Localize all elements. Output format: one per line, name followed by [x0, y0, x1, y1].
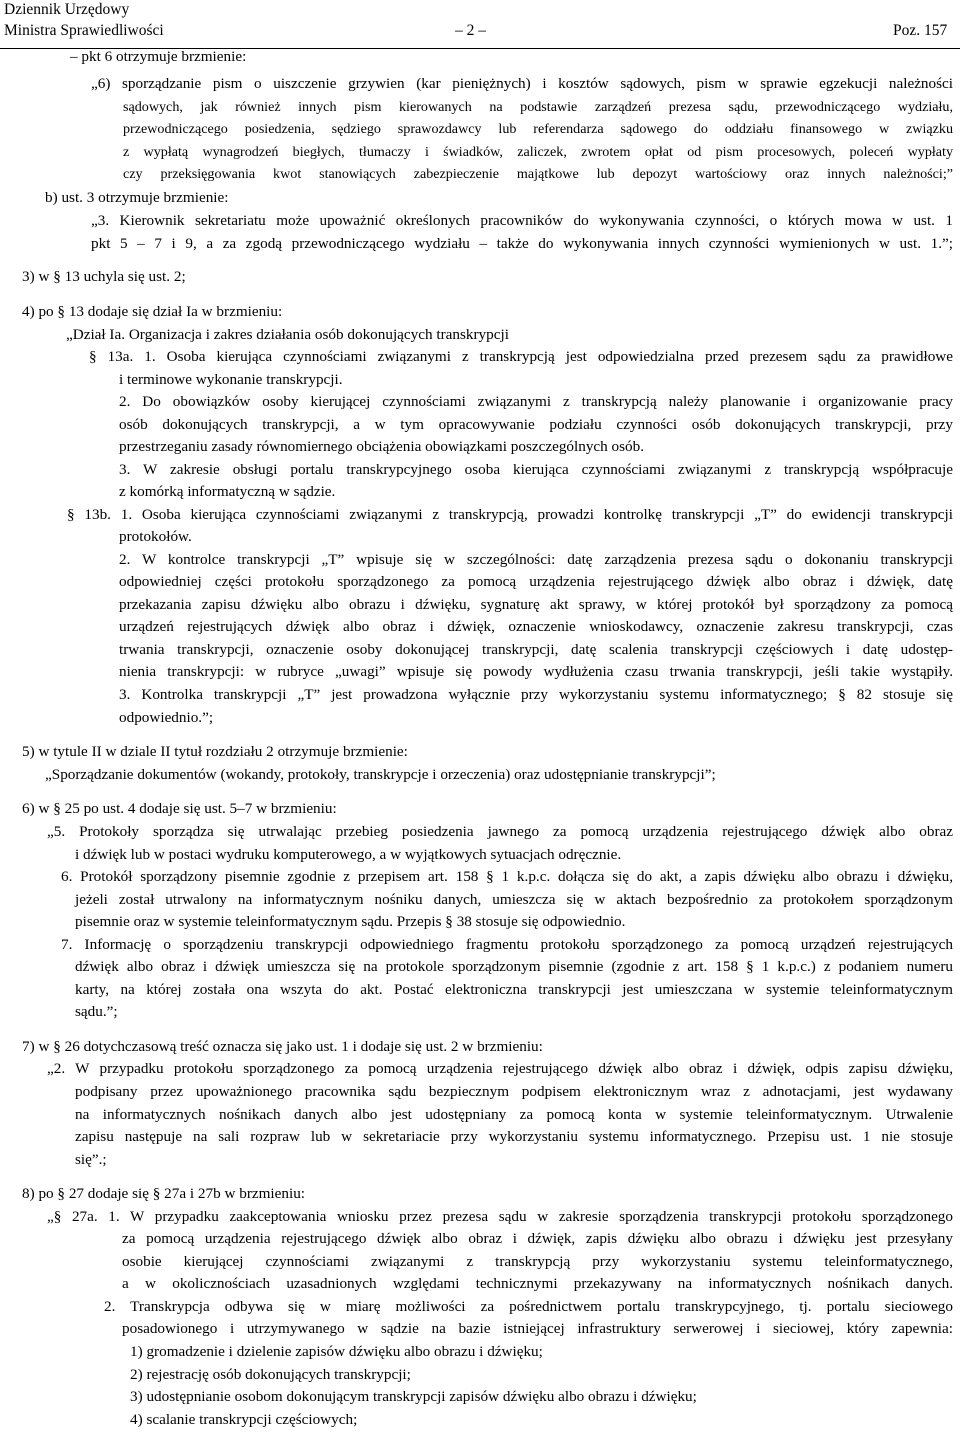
division-ia-heading: „Dział Ia. Organizacja i zakres działania osób dokonujących transkrypcji: [66, 326, 509, 343]
quoted-26-ust-2-line: podpisany przez upoważnionego pracownika sądu bezpiecznym podpisem elektronicznym wraz z adnotacjami, jest wydawany: [75, 1083, 953, 1100]
section-13b-ust-2-line: odpowiedniej części protokołu sporządzonego za pomocą urządzenia rejestrującego dźwięk albo obraz i dźwięk, datę: [119, 573, 953, 590]
section-27a-ust-2: 2. Transkrypcja odbywa się w miarę możliwości za pośrednictwem portalu transkrypcyjnego, tj. portalu sieciowego: [104, 1298, 953, 1315]
quoted-ust-6-line: jeżeli został utrwalony na informatycznym nośniku danych, umieszcza się w aktach bezpośrednio za protokołem sporządzonym: [75, 891, 953, 908]
section-13a-ust-2: 2. Do obowiązków osoby kierującej czynnościami związanymi z transkrypcją należy planowanie i organizowanie pracy: [119, 393, 953, 410]
amendment-item-8: 8) po § 27 dodaje się § 27a i 27b w brzmieniu:: [22, 1185, 306, 1202]
section-13a-ust-1-line: i terminowe wykonanie transkrypcji.: [119, 371, 343, 388]
quoted-26-ust-2-line: na informatycznych nośnikach danych albo jest udostępniany za pomocą konta w systemie teleinformatycznym. Utrwalenie: [75, 1106, 953, 1123]
section-13a-ust-3-line: z komórką informatyczną w sądzie.: [119, 483, 336, 500]
section-27a-ust-1-line: a w okolicznościach uzasadnionych względami technicznymi przekazywany na informatycznych nośnikach danych.: [122, 1275, 953, 1292]
quoted-ust-5: „5. Protokoły sporządza się utrwalając przebieg posiedzenia jawnego za pomocą urządzenia rejestrującego dźwięk albo obraz: [47, 823, 953, 840]
section-13b-ust-2-line: urządzeń rejestrujących dźwięk albo obraz i dźwięk, oznaczenie wnioskodawcy, oznaczenie zakresu transkrypcji, czas: [119, 618, 953, 635]
quoted-ust-6-line: pisemnie oraz w systemie teleinformatycznym sądu. Przepis § 38 stosuje się odpowiednio.: [75, 913, 626, 930]
section-13b-ust-2-line: trwania transkrypcji, oznaczenie osoby dokonującej transkrypcji, datę scalenia transkrypcji częściowych i datę udostęp-: [119, 641, 953, 658]
ministry-name: Ministra Sprawiedliwości: [4, 22, 164, 39]
amendment-item-3: 3) w § 13 uchyla się ust. 2;: [22, 268, 186, 285]
section-13a-ust-1: § 13a. 1. Osoba kierująca czynnościami związanymi z transkrypcją jest odpowiedzialna przed prezesem sądu za prawidłowe: [89, 348, 953, 365]
section-13a-ust-2-line: osób dokonujących transkrypcji, a w tym opracowywanie podziału czynności osób dokonujących transkrypcji, przy: [119, 416, 953, 433]
amendment-item-b: b) ust. 3 otrzymuje brzmienie:: [45, 189, 229, 206]
quoted-26-ust-2: „2. W przypadku protokołu sporządzonego za pomocą urządzenia rejestrującego dźwięk albo obraz i dźwięk, odpis zapisu dźwięku,: [47, 1060, 953, 1077]
section-13b-ust-1-line: protokołów.: [119, 528, 192, 545]
section-27a-ust-1: „§ 27a. 1. W przypadku zaakceptowania wniosku przez prezesa sądu w zakresie sporządzenia transkrypcji protokołu sporządzonego: [47, 1208, 953, 1225]
chapter-2-title: „Sporządzanie dokumentów (wokandy, protokoły, transkrypcje i orzeczenia) oraz udostępnianie transkrypcji”;: [45, 766, 716, 783]
section-13b-ust-1: § 13b. 1. Osoba kierująca czynnościami związanymi z transkrypcją, prowadzi kontrolkę transkrypcji „T” do ewidencji transkrypcji: [67, 506, 953, 523]
journal-title: Dziennik Urzędowy: [4, 1, 130, 18]
quoted-point-6-line: z wypłatą wynagrodzeń biegłych, tłumaczy i świadków, zaliczek, zwrotem opłat od pism procesowych, poleceń wypłaty: [123, 144, 953, 160]
quoted-26-ust-2-line: zapisu następuje na sali rozpraw lub w sekretariacie przy wykorzystaniu systemu informatycznego. Przepisu ust. 1 nie stosuje: [75, 1128, 953, 1145]
quoted-point-6: „6) sporządzanie pism o uiszczenie grzywien (kar pieniężnych) i kosztów sądowych, pism w sprawie egzekucji należności: [91, 75, 953, 92]
amendment-item-5: 5) w tytule II w dziale II tytuł rozdziału 2 otrzymuje brzmienie:: [22, 743, 408, 760]
amendment-item-pkt6: – pkt 6 otrzymuje brzmienie:: [70, 48, 247, 65]
quoted-ust-3: „3. Kierownik sekretariatu może upoważnić określonych pracowników do wykonywania czynności, o których mowa w ust. 1: [91, 212, 953, 229]
section-13b-ust-2-line: nienia transkrypcji: w rubryce „uwagi” wpisuje się powody wydłużenia czasu trwania transkrypcji, jeśli takie wystąpiły.: [119, 663, 953, 680]
list-item-4: 4) scalanie transkrypcji częściowych;: [130, 1411, 358, 1428]
list-item-3: 3) udostępnianie osobom dokonującym transkrypcji zapisów dźwięku albo obrazu i dźwięku;: [130, 1388, 697, 1405]
section-13b-ust-3-line: odpowiednio.”;: [119, 709, 214, 726]
quoted-ust-7-line: dźwięk albo obraz i dźwięk umieszcza się na protokole sporządzonym pisemnie (zgodnie z art. 158 § 1 k.p.c.) z podaniem numeru: [75, 958, 953, 975]
quoted-point-6-line: czy przeksięgowania kwot stanowiących zabezpieczenie majątkowe lub depozyt wartościowy oraz innych należności;”: [123, 166, 953, 182]
quoted-point-6-line: sądowych, jak również innych pism kierowanych na podstawie zarządzeń prezesa sądu, przewodniczącego wydziału,: [123, 99, 953, 115]
quoted-ust-3-line: pkt 5 – 7 i 9, a za zgodą przewodniczącego wydziału – także do wykonywania innych czynności wymienionych w ust. 1.”;: [91, 235, 953, 252]
section-27a-ust-1-line: osobie kierującej czynnościami związanymi z transkrypcją przy wykorzystaniu systemu teleinformatycznego,: [122, 1253, 953, 1270]
quoted-point-6-line: przewodniczącego posiedzenia, sędziego sprawozdawcy lub referendarza sądowego do oddziału finansowego w związku: [123, 121, 953, 137]
quoted-ust-5-line: i dźwięk lub w postaci wydruku komputerowego, a w wyjątkowych sytuacjach odręcznie.: [75, 846, 622, 863]
section-13a-ust-2-line: przestrzeganiu zasady równomiernego obciążenia obowiązkami poszczególnych osób.: [119, 438, 645, 455]
amendment-item-7: 7) w § 26 dotychczasową treść oznacza się jako ust. 1 i dodaje się ust. 2 w brzmieniu:: [22, 1038, 543, 1055]
list-item-2: 2) rejestrację osób dokonujących transkrypcji;: [130, 1366, 411, 1383]
quoted-ust-7-line: karty, na której została ona wszyta do akt. Postać elektroniczna transkrypcji jest umieszczana w systemie teleinformatycznym: [75, 981, 953, 998]
quoted-26-ust-2-line: się”.;: [75, 1151, 107, 1168]
quoted-ust-6: 6. Protokół sporządzony pisemnie zgodnie z przepisem art. 158 § 1 k.p.c. dołącza się do akt, a zapis dźwięku albo obrazu i dźwięku,: [61, 868, 953, 885]
amendment-item-4: 4) po § 13 dodaje się dział Ia w brzmieniu:: [22, 303, 283, 320]
section-13a-ust-3: 3. W zakresie obsługi portalu transkrypcyjnego osoba kierująca czynnościami związanymi z transkrypcją współpracuje: [119, 461, 953, 478]
section-13b-ust-2: 2. W kontrolce transkrypcji „T” wpisuje się w szczególności: datę zarządzenia prezesa sądu o dokonaniu transkrypcji: [119, 551, 953, 568]
list-item-1: 1) gromadzenie i dzielenie zapisów dźwięku albo obrazu i dźwięku;: [130, 1343, 543, 1360]
quoted-ust-7-line: sądu.”;: [75, 1003, 118, 1020]
section-27a-ust-1-line: za pomocą urządzenia rejestrującego dźwięk albo obraz i dźwięk, zapis dźwięku albo obrazu i dźwięku jest przesyłany: [122, 1230, 953, 1247]
section-13b-ust-3: 3. Kontrolka transkrypcji „T” jest prowadzona wyłącznie przy wykorzystaniu systemu informatycznego; § 82 stosuje się: [119, 686, 953, 703]
amendment-item-6: 6) w § 25 po ust. 4 dodaje się ust. 5–7 w brzmieniu:: [22, 800, 337, 817]
quoted-ust-7: 7. Informację o sporządzeniu transkrypcji odpowiedniego fragmentu protokołu sporządzonego za pomocą urządzeń rejestrujących: [61, 936, 953, 953]
page-number: – 2 –: [455, 22, 486, 39]
position-number: Poz. 157: [893, 22, 948, 39]
section-27a-ust-2-line: posadowionego i utrzymywanego w sądzie na bazie istniejącej infrastruktury serwerowej i sieciowej, który zapewnia:: [122, 1320, 953, 1337]
section-13b-ust-2-line: przekazania zapisu dźwięku albo obrazu i dźwięku, sygnaturę akt sprawy, w której protokół był sporządzony za pomocą: [119, 596, 953, 613]
